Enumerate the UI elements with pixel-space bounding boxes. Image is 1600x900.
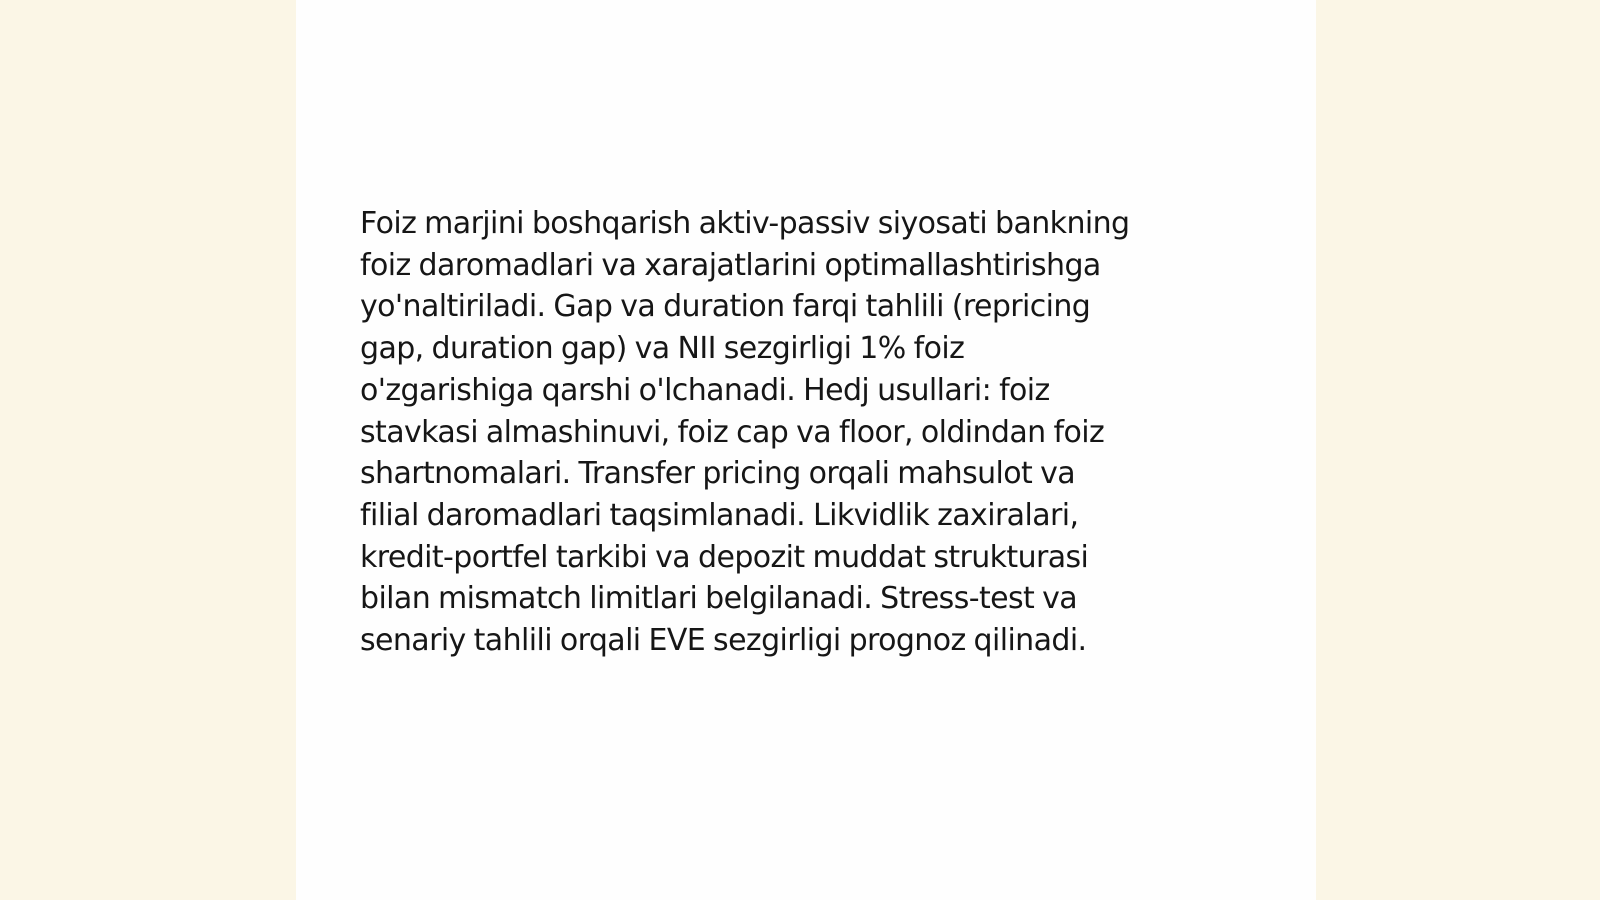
paragraph-line: shartnomalari. Transfer pricing orqali mahsulot va bbox=[360, 456, 1076, 492]
document-page bbox=[296, 0, 1316, 900]
paragraph-line: filial daromadlari taqsimlanadi. Likvidlik zaxiralari, bbox=[360, 497, 1079, 533]
paragraph-line: stavkasi almashinuvi, foiz cap va floor, oldindan foiz bbox=[360, 414, 1105, 450]
paragraph-line: o'zgarishiga qarshi o'lchanadi. Hedj usullari: foiz bbox=[360, 372, 1050, 408]
body-paragraph bbox=[360, 203, 1240, 662]
paragraph-line: foiz daromadlari va xarajatlarini optimallashtirishga bbox=[360, 247, 1101, 283]
paragraph-line: kredit-portfel tarkibi va depozit muddat strukturasi bbox=[360, 539, 1089, 575]
paragraph-line: gap, duration gap) va NII sezgirligi 1% foiz bbox=[360, 331, 965, 367]
paragraph-line: senariy tahlili orqali EVE sezgirligi prognoz qilinadi. bbox=[360, 623, 1087, 659]
paragraph-line: bilan mismatch limitlari belgilanadi. Stress-test va bbox=[360, 581, 1078, 617]
paragraph-line: Foiz marjini boshqarish aktiv-passiv siyosati bankning bbox=[360, 206, 1130, 241]
paragraph-line: yo'naltiriladi. Gap va duration farqi tahlili (repricing bbox=[360, 289, 1091, 325]
left-margin bbox=[0, 0, 296, 900]
right-margin bbox=[1316, 0, 1600, 900]
